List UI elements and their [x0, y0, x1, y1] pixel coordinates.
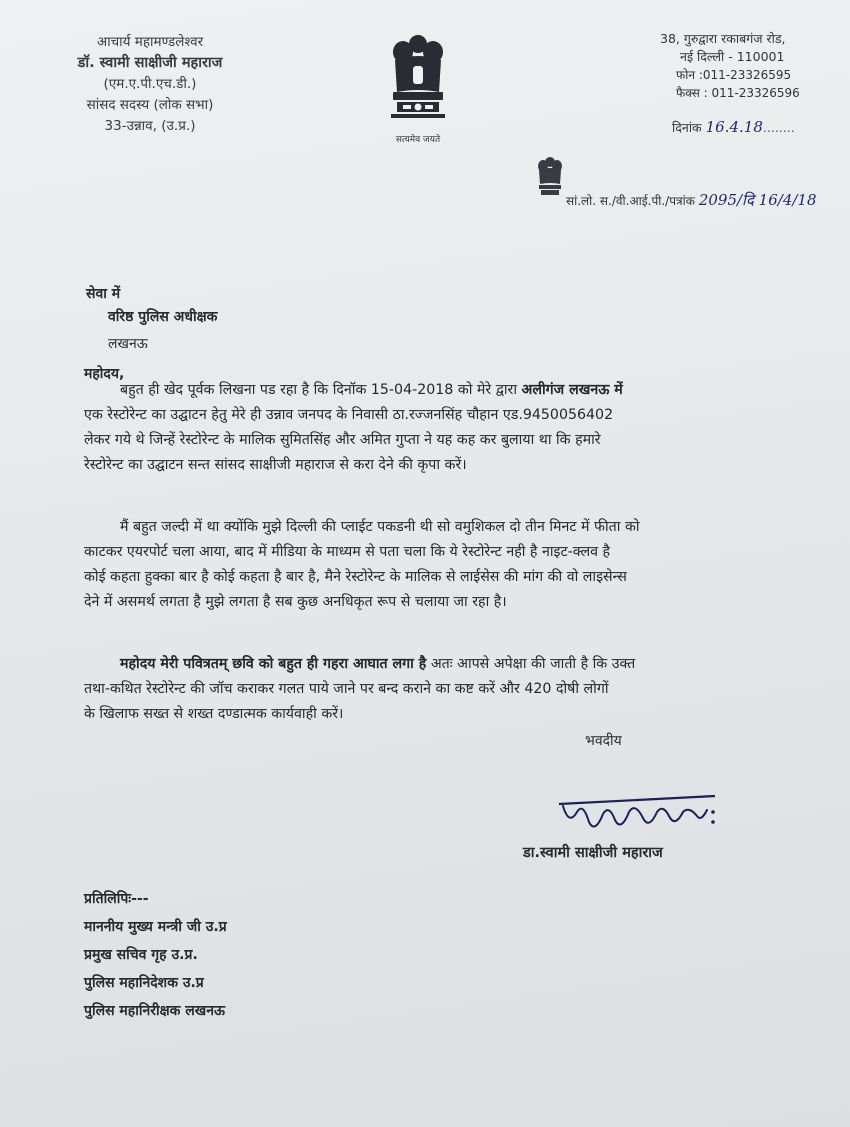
paragraph-2 [84, 515, 814, 615]
addressee-line-1: सेवा में [86, 286, 121, 302]
para2-line-2: काटकर एयरपोर्ट चला आया, बाद में मीडिया के माध्यम से पता चला कि ये रेस्टोरेन्ट नही है नाइट-क्लव है [84, 544, 611, 560]
paragraph-1 [84, 378, 814, 478]
date-label: दिनांक [672, 120, 702, 135]
para2-line-1: मैं बहुत जल्दी में था क्योंकि मुझे दिल्ली की प्लाईट पकडनी थी सो वमुशिकल दो तीन मिनट में फीता को [120, 519, 640, 535]
signatory-name: डा.स्वामी साक्षीजी महाराज [523, 845, 663, 861]
lion-capital-icon [383, 30, 453, 130]
small-emblem-icon [537, 156, 563, 200]
reference-line [566, 190, 817, 210]
address-line-2: नई दिल्ली - 110001 [680, 49, 785, 64]
para3-bold-phrase: महोदय मेरी पवित्रतम् छवि को बहुत ही गहरा आघात लगा है [120, 656, 427, 672]
national-emblem [378, 30, 458, 145]
para1-line-4: रेस्टोरेन्ट का उद्घाटन सन्त सांसद साक्षीजी महाराज से करा देने की कृपा करें। [84, 457, 467, 473]
para2-line-4: देने में असमर्थ लगता है मुझे लगता है सब कुछ अनधिकृत रूप से चलाया जा रहा है। [84, 594, 507, 610]
para1-line-3: लेकर गये थे जिन्हें रेस्टोरेन्ट के मालिक सुमितसिंह और अमित गुप्ता ने यह कह कर बुलाया था कि हमारे [84, 432, 601, 448]
handwritten-signature [555, 782, 725, 846]
fax: फैक्स : 011-23326596 [676, 86, 800, 100]
office-stamp [537, 156, 563, 204]
salutation: महोदय, [84, 366, 125, 382]
para2-line-3: कोई कहता हुक्का बार है कोई कहता है बार है, मैने रेस्टोरेन्ट के मालिक से लाईसेस की मांग की वो लाइसेन्स [84, 569, 627, 585]
sender-name: डॉ. स्वामी साक्षीजी महाराज [77, 55, 223, 71]
copy-item: पुलिस महानिदेशक उ.प्र [84, 975, 204, 991]
sender-constituency: 33-उन्नाव, (उ.प्र.) [104, 118, 196, 134]
emblem-motto: सत्यमेव जयते [395, 135, 441, 145]
phone: फोन :011-23326595 [676, 68, 792, 82]
address-line-1: 38, गुरुद्वारा रकाबगंज रोड, [660, 31, 786, 46]
reference-printed: सां.लो. स./वी.आई.पी./पत्रांक [566, 194, 695, 208]
addressee-line-3: लखनऊ [108, 336, 148, 352]
copy-item: पुलिस महानिरीक्षक लखनऊ [84, 1003, 225, 1019]
paragraph-3 [84, 652, 814, 727]
para3-line-3: के खिलाफ सख्त से शख्त दण्डात्मक कार्यवाही करें। [84, 706, 344, 722]
para1-line-1: बहुत ही खेद पूर्वक लिखना पड रहा है कि दिनॉक 15-04-2018 को मेरे द्वारा [120, 382, 522, 398]
copy-item: माननीय मुख्य मन्त्री जी उ.प्र [84, 919, 227, 935]
letterhead-right [660, 30, 800, 102]
date-value: 16.4.18 [705, 118, 763, 136]
copies-block [84, 885, 227, 1025]
addressee-line-2: वरिष्ठ पुलिस अधीक्षक [108, 309, 218, 325]
para1-line-2: एक रेस्टोरेन्ट का उद्घाटन हेतु मेरे ही उन्नाव जनपद के निवासी ठा.रज्जनसिंह चौहान एड.9450056402 [84, 407, 614, 423]
para3-line-1-rest: अतः आपसे अपेक्षा की जाती है कि उक्त [426, 656, 636, 672]
para3-line-2: तथा-कथित रेस्टोरेन्ट की जॉच कराकर गलत पाये जाने पर बन्द कराने का कष्ट करें और 420 दोषी लोगों [84, 681, 609, 697]
sender-degree: (एम.ए.पी.एच.डी.) [103, 76, 197, 92]
para1-bold-phrase: अलीगंज लखनऊ में [521, 382, 623, 398]
copies-heading: प्रतिलिपिः--- [84, 891, 149, 907]
date-line: दिनांक 16.4.18........ [672, 118, 795, 136]
copy-item: प्रमुख सचिव गृह उ.प्र. [84, 947, 198, 963]
closing: भवदीय [585, 733, 622, 749]
letterhead-left [50, 32, 250, 137]
sender-title: आचार्य महामण्डलेश्वर [96, 34, 204, 50]
sender-post: सांसद सदस्य (लोक सभा) [86, 97, 214, 113]
reference-handwritten: 2095/दि 16/4/18 [698, 191, 817, 209]
addressee-block [86, 284, 217, 353]
